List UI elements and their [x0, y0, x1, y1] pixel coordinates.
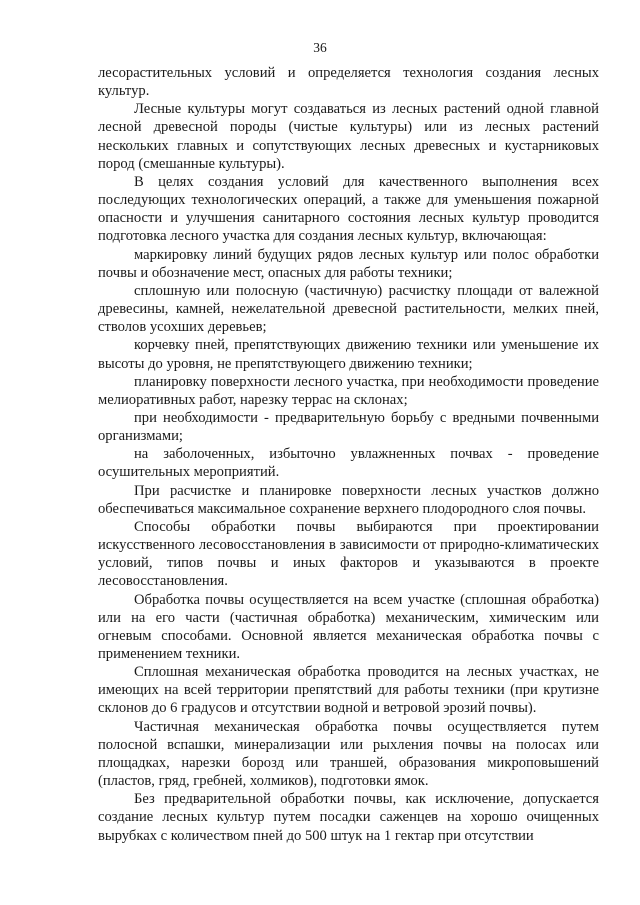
paragraph-full-mechanical-tillage: Сплошная механическая обработка проводится на лесных участках, не имеющих на всей территории препятствий для работы техники (при крутизне склонов до 6 градусов и отсутствии водной и ветровой эрозий почвы).	[98, 664, 599, 717]
list-item-leveling: планировку поверхности лесного участка, при необходимости проведение мелиоративных работ, нарезку террас на склонах;	[98, 373, 599, 408]
list-item-clearing: сплошную или полосную (частичную) расчистку площади от валежной древесины, камней, нежелательной древесной растительности, мелких пней, стволов усохших деревьев;	[98, 282, 599, 336]
paragraph-topsoil-preservation: При расчистке и планировке поверхности лесных участков должно обеспечиваться максимальное сохранение верхнего плодородного слоя почвы.	[98, 482, 599, 517]
list-item-marking: маркировку линий будущих рядов лесных культур или полос обработки почвы и обозначение мест, опасных для работы техники;	[98, 246, 599, 281]
page-number: 36	[313, 40, 327, 55]
paragraph-forest-cultures-types: Лесные культуры могут создаваться из лесных растений одной главной лесной древесной породы (чистые культуры) или из лесных растений нескольких главных и сопутствующих лесных древесных и кустарниковых пород (смешанные культуры).	[98, 101, 599, 172]
paragraph-partial-mechanical-tillage: Частичная механическая обработка почвы осуществляется путем полосной вспашки, минерализации или рыхления почвы на полосах или площадках, нарезки борозд или траншей, образования микроповышений (пластов, гряд, гребней, холмиков), подготовки ямок.	[98, 718, 599, 790]
list-item-stump-removal: корчевку пней, препятствующих движению техники или уменьшение их высоты до уровня, не препятствующего движению техники;	[98, 337, 599, 372]
paragraph-tillage-methods: Способы обработки почвы выбираются при проектировании искусственного лесовосстановления в зависимости от природно-климатических условий, типов почвы и иных факторов и указываются в проекте лесовосстановления.	[98, 518, 599, 590]
list-item-drainage: на заболоченных, избыточно увлажненных почвах - проведение осушительных мероприятий.	[98, 446, 599, 481]
list-item-pest-control: при необходимости - предварительную борьбу с вредными почвенными организмами;	[98, 409, 599, 445]
paragraph-no-tillage-exception: Без предварительной обработки почвы, как исключение, допускается создание лесных культур путем посадки саженцев на хорошо очищенных вырубках с количеством пней до 500 штук на 1 гектар при отсутствии	[98, 791, 599, 844]
paragraph-continuation: лесорастительных условий и определяется технология создания лесных культур.	[98, 65, 599, 100]
paragraph-site-preparation: В целях создания условий для качественного выполнения всех последующих технологических операций, а также для уменьшения пожарной опасности и улучшения санитарного состояния лесных культур проводится подготовка лесного участка для создания лесных культур, включающая:	[98, 173, 599, 245]
paragraph-tillage-types: Обработка почвы осуществляется на всем участке (сплошная обработка) или на его части (частичная обработка) механическим, химическим или огневым способами. Основной является механическая обработка почвы с применением техники.	[98, 591, 599, 662]
document-text-body	[98, 64, 599, 845]
